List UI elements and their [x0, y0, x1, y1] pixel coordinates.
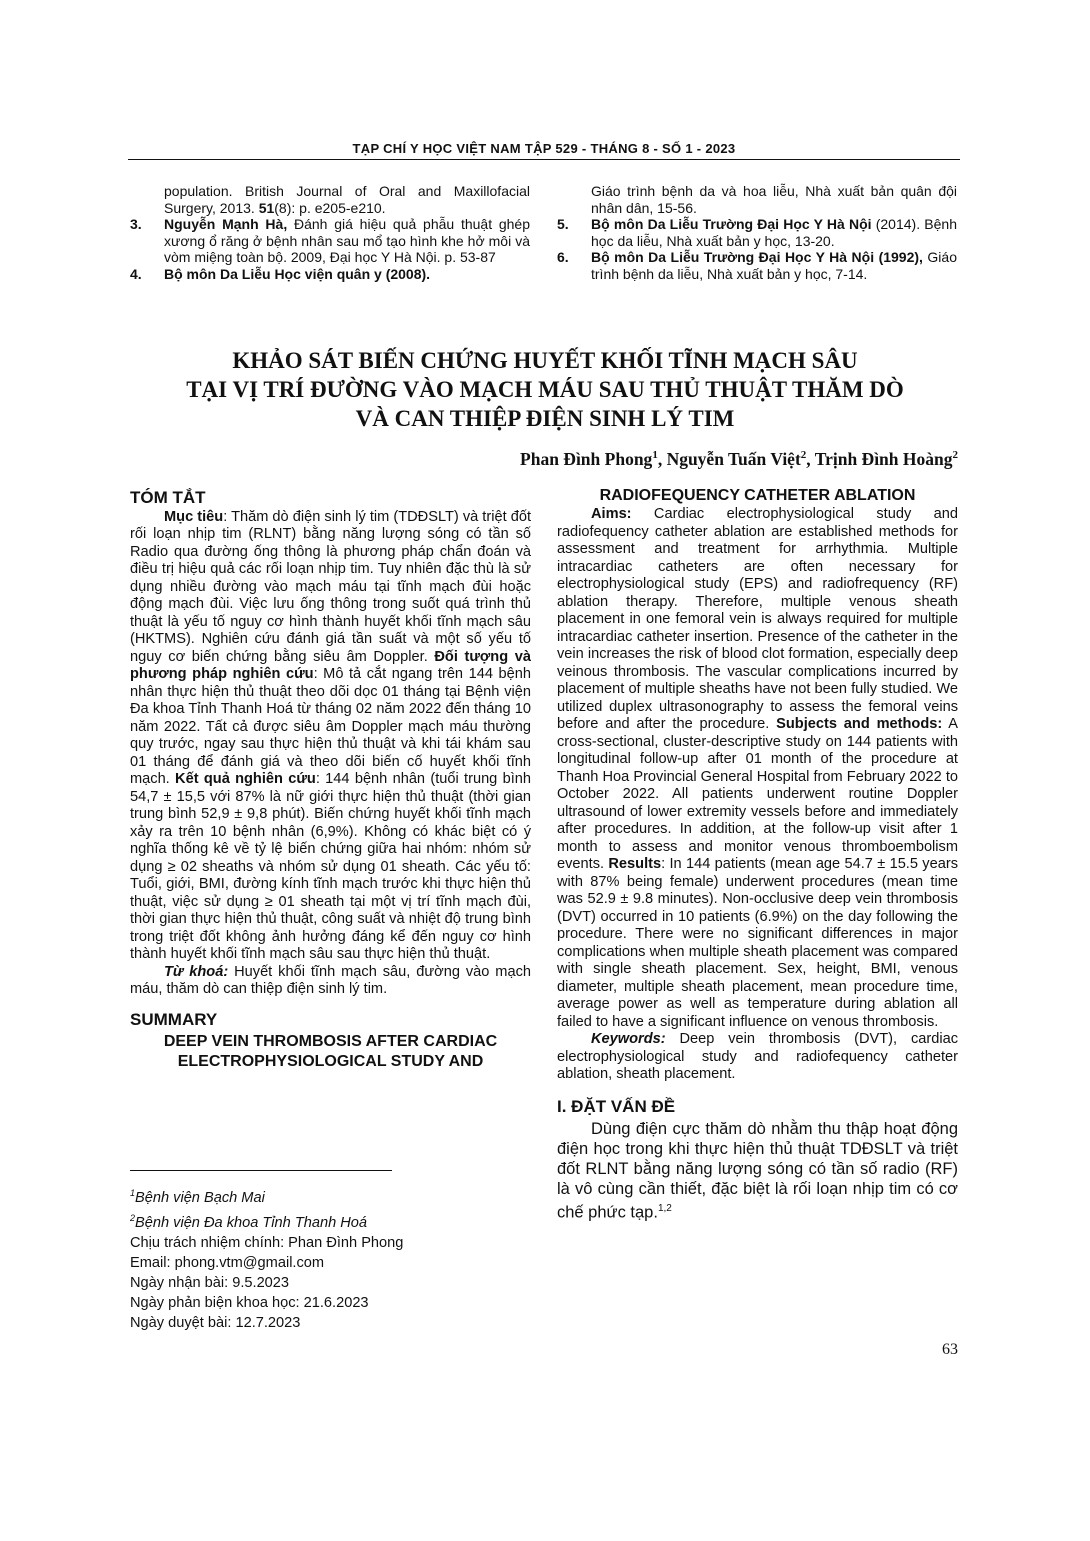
abstract-heading: TÓM TẮT	[130, 488, 206, 507]
footnotes	[130, 1183, 403, 1333]
reference-5: 5. Bộ môn Da Liễu Trường Đại Học Y Hà Nội (2014). Bệnh học da liễu, Nhà xuất bản y học, 13-20.	[557, 216, 957, 249]
summary-body: Aims: Cardiac electrophysiological study and radiofequency catheter ablation are established methods for assessment and treatment for arrhythmia. Multiple intracardiac catheters are often necessary for electrophysiological study (EPS) and radiofrequency (RF) ablation therapy. Therefore, multiple venous sheath placement in one femoral vein is always required for multiple intracardiac catheter insertion. Presence of the catheter in the vein increases the risk of blood clot formation, especially deep veinous thrombosis. The vascular complications incurred by placement of multiple sheaths have not been fully studied. We utilized duplex ultrasonography to assess the femoral veins before and after the procedure. Subjects and methods: A cross-sectional, cluster-descriptive study on 144 patients with longitudinal follow-up after 01 month of the procedure at Thanh Hoa Provincial General Hospital from February 2022 to October 2022. All patients underwent routine Doppler ultrasound of lower extremity vessels before and immediately after procedures. In addition, at the follow-up visit after 1 month to assess and monitor venous thromboembolism events. Results: In 144 patients (mean age 54.7 ± 15.5 years with 87% being female) underwent procedures (mean time was 52.9 ± 9.8 minutes). Non-occlusive deep vein thrombosis (DVT) occurred in 10 patients (6.9%) on the day following the procedure. There were no significant differences in major complications when multiple sheath placement was compared with single sheath placement. Sex, height, BMI, venous diameter, multiple sheath placement, mean procedure time, average power as well as temperature during ablation all failed to have a significant influence on venous thrombosis.	[557, 506, 959, 1030]
intro-heading: I. ĐẶT VẤN ĐỀ	[557, 1096, 676, 1116]
summary-title-line3: RADIOFEQUENCY CATHETER ABLATION	[599, 487, 916, 504]
affiliation-2: $^2$Bệnh viện Đa khoa Tỉnh Thanh Hoá	[130, 1212, 368, 1231]
responsible-author: Chịu trách nhiệm chính: Phan Đình Phong	[130, 1234, 404, 1251]
references-left	[130, 183, 530, 282]
affiliation-1: $^1$Bệnh viện Bạch Mai	[130, 1188, 265, 1206]
journal-header: TẠP CHÍ Y HỌC VIỆT NAM TẬP 529 - THÁNG 8 - SỐ 1 - 2023	[352, 141, 736, 156]
right-column	[557, 486, 958, 1223]
left-column	[130, 489, 531, 1072]
reference-continued-right: Giáo trình bệnh da và hoa liễu, Nhà xuất bản quân đội nhân dân, 15-56.	[591, 183, 957, 216]
article-title: KHẢO SÁT BIẾN CHỨNG HUYẾT KHỐI TĨNH MẠCH SÂU TẠI VỊ TRÍ ĐƯỜNG VÀO MẠCH MÁU SAU THỦ THUẬT THĂM DÒ VÀ CAN THIỆP ĐIỆN SINH LÝ TIM	[186, 348, 904, 431]
author-list: Phan Đình Phong$^1$, Nguyễn Tuấn Việt$^2$, Trịnh Đình Hoàng$^2$	[520, 449, 958, 469]
header-divider	[128, 159, 960, 160]
reference-continued: population. British Journal of Oral and Maxillofacial Surgery, 2013. 51(8): p. e205-e210.	[164, 183, 530, 216]
date-approved: Ngày duyệt bài: 12.7.2023	[130, 1314, 301, 1331]
summary-title-line1: DEEP VEIN THROMBOSIS AFTER CARDIAC	[163, 1033, 498, 1050]
intro-text: Dùng điện cực thăm dò nhằm thu thập hoạt động điện học trong khi thực hiện thủ thuật TDĐSLT và triệt đốt RLNT bằng năng lượng sóng có tần số radio (RF) là vô cùng cần thiết, đặc biệt là rối loạn nhịp tim có cơ chế phức tạp.$^{1,2}$	[557, 1120, 958, 1222]
reference-3: 3. Nguyễn Mạnh Hà, Đánh giá hiệu quả phẫu thuật ghép xương ổ răng ở bệnh nhân sau mổ tạo hình khe hở môi và vòm miệng toàn bộ. 2009, Đại học Y Hà Nội. p. 53-87	[130, 216, 530, 265]
page-number: 63	[942, 1341, 958, 1358]
summary-keywords: Keywords: Deep vein thrombosis (DVT), cardiac electrophysiological study and radiofequency catheter ablation, sheath placement.	[557, 1031, 958, 1082]
author-email: Email: phong.vtm@gmail.com	[130, 1254, 325, 1271]
reference-4: 4. Bộ môn Da Liễu Học viện quân y (2008).	[130, 265, 431, 282]
summary-title-line2: ELECTROPHYSIOLOGICAL STUDY AND	[177, 1053, 484, 1070]
reference-6: 6. Bộ môn Da Liễu Trường Đại Học Y Hà Nội (1992), Giáo trình bệnh da liễu, Nhà xuất bản y học, 7-14.	[557, 249, 957, 282]
abstract-vi-body: Mục tiêu: Thăm dò điện sinh lý tim (TDĐSLT) và triệt đốt rối loạn nhịp tim (RLNT) bằng năng lượng sóng có tần số Radio qua đường ống thông là phương pháp chẩn đoán và điều trị hiệu quả các rối loạn nhịp tim. Tuy nhiên đặc thù là sử dụng nhiều đường vào mạch máu tại tĩnh mạch đùi hoặc động mạch đùi. Việc lưu ống thông trong suốt quá trình thủ thuật là yếu tố nguy cơ hình thành huyết khối tĩnh mạch sâu (HKTMS). Nghiên cứu đánh giá tần suất và một số yếu tố nguy cơ biến chứng bằng siêu âm Doppler. Đối tượng và phương pháp nghiên cứu: Mô tả cắt ngang trên 144 bệnh nhân thực hiện thủ thuật theo dõi dọc 01 tháng tại Bệnh viện Đa khoa Tỉnh Thanh Hoá từ tháng 02 năm 2022 đến tháng 10 năm 2022. Tất cả được siêu âm Doppler mạch máu thường quy trước, ngay sau thực hiện thủ thuật và khi tái khám sau 01 tháng để đánh giá và theo dõi biến cố huyết khối tĩnh mạch. Kết quả nghiên cứu: 144 bệnh nhân (tuổi trung bình 54,7 ± 15,5 với 87% là nữ giới thực hiện thủ thuật (thời gian trung bình 52,9 ± 9,8 phút). Biến chứng huyết khối tĩnh mạch xảy ra trên 10 bệnh nhân (6,9%). Không có khác biệt có ý nghĩa thống kê về tỷ lệ biến chứng giữa hai nhóm: nhóm sử dụng ≥ 02 sheaths và nhóm sử dụng 01 sheath. Các yếu tố: Tuổi, giới, BMI, đường kính tĩnh mạch trước khi thực hiện thủ thuật, việc sử dụng ≥ 01 sheath tại một vị trí tĩnh mạch đùi, thời gian thực hiện thủ thuật, công suất và nhiệt độ trung bình trong triệt đốt không ảnh hưởng đáng kể đến nguy cơ hình thành huyết khối tĩnh mạch sâu sau thực hiện thủ thuật.	[130, 508, 531, 962]
footnote-divider	[130, 1170, 392, 1171]
date-reviewed: Ngày phản biện khoa học: 21.6.2023	[130, 1294, 369, 1311]
date-received: Ngày nhận bài: 9.5.2023	[130, 1274, 290, 1291]
summary-heading: SUMMARY	[130, 1009, 218, 1029]
abstract-vi-keywords: Từ khoá: Huyết khối tĩnh mạch sâu, đường vào mạch máu, thăm dò can thiệp điện sinh lý tim.	[130, 963, 531, 997]
references-right	[557, 183, 957, 282]
